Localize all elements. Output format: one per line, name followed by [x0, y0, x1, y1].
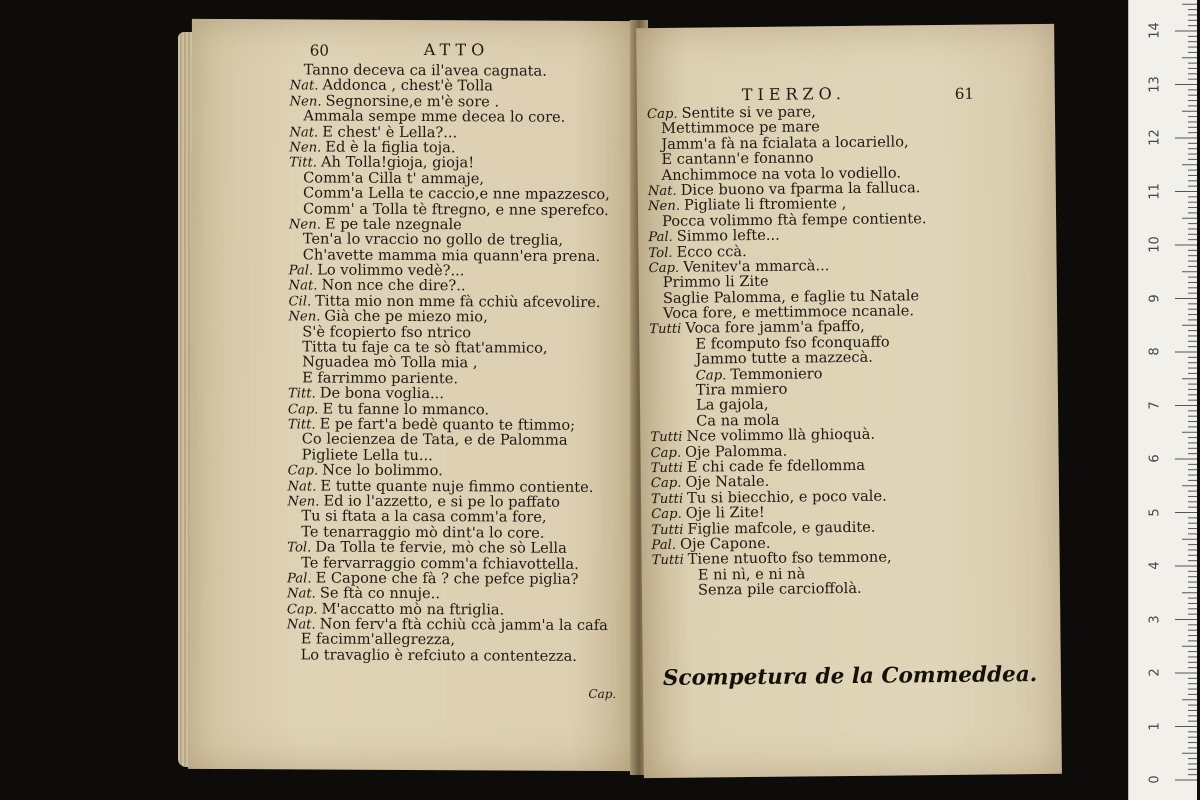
- speaker-label: Cap.: [286, 602, 318, 618]
- line-text: E fcomputo fso fconquaffo: [695, 333, 890, 353]
- line-text: Pigliete Lella tu...: [301, 446, 433, 464]
- text-line: [652, 580, 930, 598]
- speaker-label: Nen.: [288, 309, 321, 325]
- speaker-label: Tol.: [287, 540, 312, 556]
- line-text: Ecco ccà.: [676, 242, 747, 261]
- line-text: Non nce che dire?..: [321, 276, 466, 295]
- speaker-label: Tutti: [650, 429, 683, 446]
- line-text: La gajola,: [695, 396, 769, 415]
- speaker-label: Cil.: [288, 294, 312, 310]
- line-text: De bona voglia...: [319, 384, 445, 403]
- speaker-label: Nat.: [647, 183, 677, 200]
- ruler-label: 7: [1147, 400, 1163, 410]
- speaker-label: Cap.: [648, 260, 680, 276]
- ruler-label: 2: [1147, 668, 1163, 677]
- speaker-label: Pal.: [648, 229, 673, 246]
- ruler-label: 9: [1147, 293, 1163, 303]
- ruler-label: 5: [1147, 507, 1163, 517]
- line-text: Ch'avette mamma mia quann'era prena.: [302, 246, 601, 265]
- speaker-label: Tutti: [650, 460, 683, 477]
- speaker-label: Cap.: [650, 476, 682, 492]
- ruler-label: 6: [1147, 454, 1163, 463]
- speaker-label: Tutti: [649, 322, 682, 338]
- speaker-label: Nen.: [289, 94, 322, 110]
- line-text: Oje li Zite!: [685, 504, 765, 522]
- line-text: M'accatto mò na ftriglia.: [321, 600, 505, 619]
- speaker-label: Cap.: [287, 463, 319, 479]
- line-text: Pigliate li ftromiente ,: [683, 195, 847, 215]
- line-text: Lo volimmo vedè?...: [317, 261, 465, 280]
- right-page-number: 61: [954, 84, 974, 103]
- left-running-head: ATTO: [423, 40, 490, 60]
- left-text-block: [287, 62, 611, 664]
- line-text: E ni nì, e ni nà: [697, 565, 806, 584]
- speaker-label: Titt.: [287, 386, 316, 402]
- line-text: Senza pile carcioffolà.: [697, 579, 862, 599]
- speaker-label: Cap.: [287, 401, 319, 418]
- speaker-label: Tutti: [651, 553, 684, 569]
- line-text: E facimm'allegrezza,: [300, 630, 456, 649]
- line-text: Te tenarraggio mò dint'a lo core.: [301, 523, 545, 542]
- line-text: Ed io l'azzetto, e si pe lo paffato: [323, 492, 560, 511]
- ruler-label: 0: [1147, 775, 1163, 784]
- speaker-label: Pal.: [288, 263, 314, 279]
- line-text: Segnorsine,e m'è sore .: [325, 92, 500, 111]
- speaker-label: Nen.: [647, 199, 681, 215]
- line-text: Dice buono va fparma la falluca.: [680, 179, 921, 199]
- line-text: E chest' è Lella?...: [322, 123, 458, 141]
- line-text: Tu si ftata a la casa comm'a fore,: [301, 507, 547, 527]
- speaker-label: Nat.: [288, 278, 318, 294]
- line-text: Oje Capone.: [679, 534, 771, 553]
- speaker-label: Nat.: [289, 124, 319, 141]
- line-text: Ca na mola: [696, 411, 780, 430]
- line-text: S'è fcopierto fso ntrico: [302, 323, 472, 341]
- line-text: Già che pe miezo mio,: [324, 307, 488, 326]
- line-text: Nce lo bolimmo.: [322, 461, 443, 480]
- open-book: [178, 20, 1060, 775]
- catchword: Cap.: [588, 686, 617, 702]
- line-text: Addonca , chest'è Tolla: [322, 76, 494, 95]
- line-text: Lo travaglio è refciuto a contentezza.: [300, 646, 578, 665]
- line-text: E cantann'e fonanno: [661, 149, 814, 169]
- left-page-number: 60: [309, 41, 329, 60]
- speaker-label: Nat.: [287, 478, 317, 495]
- line-text: Voca fore jamm'a fpaffo,: [685, 318, 865, 338]
- speaker-label: Cap.: [651, 506, 682, 523]
- speaker-label: Pal.: [286, 571, 312, 587]
- line-text: E chi cade fe fdellomma: [686, 456, 866, 476]
- measurement-ruler: [1128, 0, 1197, 800]
- line-text: E pe tale nzegnale: [324, 215, 462, 234]
- left-page: [188, 19, 640, 771]
- line-text: Ed è la figlia toja.: [325, 138, 456, 157]
- line-text: Primmo li Zite: [662, 273, 769, 292]
- line-text: Co lecienzea de Tata, e de Palomma: [301, 430, 568, 450]
- line-text: Jammo tutte a mazzecà.: [695, 348, 873, 368]
- speaker-label: Nen.: [288, 217, 321, 233]
- ruler-label: 1: [1147, 721, 1163, 731]
- text-line: [287, 647, 608, 664]
- line-text: Voca fore, e mettimmoce ncanale.: [662, 302, 915, 323]
- line-text: Se ftà co nnuje..: [319, 584, 441, 603]
- ruler-label: 14: [1147, 22, 1163, 39]
- line-text: Tu si biecchio, e poco vale.: [687, 487, 887, 507]
- line-text: Pocca volimmo ftà fempe contiente.: [662, 209, 927, 230]
- line-text: Oje Palomma.: [685, 442, 788, 461]
- line-text: Saglie Palomma, e faglie tu Natale: [662, 286, 920, 307]
- line-text: Da Tolla te fervie, mò che sò Lella: [315, 538, 567, 557]
- line-text: Tira mmiero: [695, 380, 788, 399]
- right-text-block: [647, 103, 930, 598]
- line-text: E tu fanne lo mmanco.: [322, 400, 490, 418]
- line-text: Ammala sempe mme decea lo core.: [303, 107, 566, 126]
- line-text: Tiene ntuofto fso temmone,: [687, 548, 892, 569]
- ruler-label: 13: [1147, 75, 1163, 93]
- speaker-label: Pal.: [651, 537, 677, 554]
- line-text: Comm'a Lella te caccio,e nne mpazzesco,: [303, 184, 610, 204]
- speaker-label: Cap.: [646, 106, 678, 123]
- ruler-label: 4: [1147, 561, 1163, 570]
- line-text: Nguadea mò Tolla mia ,: [302, 353, 478, 372]
- ruler-label: 10: [1147, 236, 1163, 253]
- speaker-label: Nat.: [286, 586, 316, 602]
- speaker-label: Tutti: [651, 522, 684, 538]
- line-text: E farrimmo pariente.: [302, 369, 459, 388]
- right-page: [636, 24, 1062, 778]
- speaker-label: Nat.: [289, 78, 319, 94]
- line-text: Comm' a Tolla tè ftregno, e nne sperefco.: [302, 199, 609, 219]
- speaker-label: Nen.: [287, 494, 320, 510]
- text-line: [648, 211, 926, 229]
- speaker-label: Titt.: [287, 417, 316, 433]
- line-text: Figlie mafcole, e gaudite.: [687, 518, 876, 538]
- line-text: Non ferv'a ftà cchiù ccà jamm'a la cafa: [319, 615, 608, 635]
- line-text: E tutte quante nuje fimmo contiente.: [320, 477, 594, 496]
- line-text: Te fervarraggio comm'a fchiavottella.: [301, 553, 579, 573]
- right-running-head: TIERZO.: [741, 84, 846, 105]
- line-text: Anchimmoce na vota lo vodiello.: [661, 164, 902, 184]
- line-text: Ten'a lo vraccio no gollo de treglia,: [302, 230, 564, 250]
- finis-line: Scompetura de la Commeddea.: [662, 662, 1038, 691]
- ruler-label: 12: [1147, 129, 1163, 146]
- line-text: E Capone che fà ? che pefce piglia?: [315, 569, 579, 588]
- speaker-label: Tol.: [648, 245, 673, 261]
- speaker-label: Tutti: [650, 491, 684, 507]
- line-text: Titta tu faje ca te sò ftat'ammico,: [302, 338, 548, 357]
- line-text: Sentite si ve pare,: [681, 103, 816, 122]
- speaker-label: Nen.: [289, 140, 322, 156]
- ruler-ticks: [1129, 0, 1197, 800]
- ruler-label: 11: [1147, 182, 1163, 200]
- ruler-label: 3: [1147, 614, 1163, 624]
- line-text: Comm'a Cilla t' ammaje,: [303, 169, 485, 188]
- line-text: Jamm'a fà na fcialata a locariello,: [661, 133, 909, 153]
- speaker-label: Cap.: [695, 367, 727, 384]
- line-text: Nce volimmo llà ghioquà.: [686, 425, 876, 445]
- line-text: Mettimmoce pe mare: [661, 118, 820, 138]
- line-text: Simmo lefte...: [676, 226, 780, 245]
- ruler-label: 8: [1147, 347, 1163, 356]
- line-text: Venitev'a mmarcà...: [683, 257, 830, 276]
- line-text: Temmoniero: [730, 364, 823, 383]
- line-text: Titta mio non mme fà cchiù afcevolire.: [315, 292, 601, 311]
- line-text: Ah Tolla!gioja, gioja!: [320, 153, 475, 172]
- line-text: E pe fart'a bedè quanto te ftimmo;: [319, 415, 576, 434]
- speaker-label: Cap.: [650, 445, 682, 461]
- line-text: Tanno deceva ca il'avea cagnata.: [303, 61, 547, 80]
- line-text: Oje Natale.: [685, 473, 770, 492]
- speaker-label: Nat.: [286, 617, 316, 633]
- speaker-label: Titt.: [289, 155, 318, 171]
